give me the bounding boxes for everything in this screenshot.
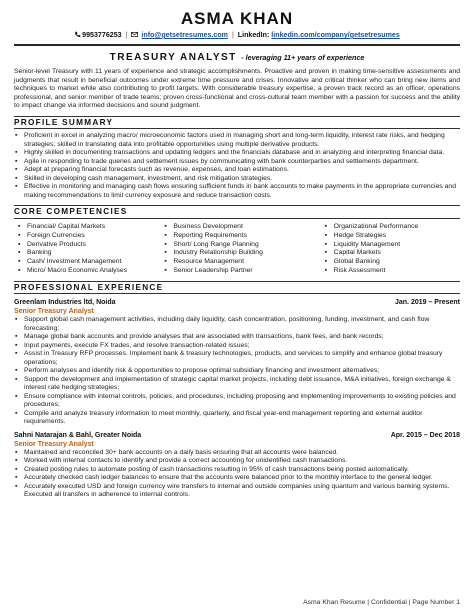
list-item: ▪ Accurately checked cash ledger balances to ensure that the accounts were balanced prior to the monthly interface to the general ledger. <box>14 474 460 483</box>
list-item: ▪ Banking <box>17 249 153 258</box>
list-item: ▪ Support global cash management activities, including daily liquidity, cash concentration, positioning, funding, investment, and cash flow forecasting; <box>14 316 460 333</box>
list-item: ▪ Agile in responding to trade queries and settlement issues by communicating with bank counterparties and settlements department. <box>14 158 460 167</box>
competencies-column-1 <box>14 223 153 276</box>
list-item: ▪ Risk Assessment <box>324 267 460 276</box>
list-item: ▪ Liquidity Management <box>324 241 460 250</box>
job-subtitle: - leveraging 11+ years of experience <box>241 53 365 62</box>
contact-line <box>14 30 460 40</box>
list-item: ▪ Resource Management <box>163 258 299 267</box>
linkedin-link[interactable]: linkedin.com/company/getsetresumes <box>271 31 400 39</box>
phone-icon <box>74 31 81 38</box>
job-title-row <box>14 50 460 63</box>
list-item: ▪ Organizational Performance <box>324 223 460 232</box>
header-divider <box>14 44 460 46</box>
list-item: ▪ Financial/ Capital Markets <box>17 223 153 232</box>
profile-summary-list <box>14 132 460 200</box>
list-item: ▪ Manage global bank accounts and provide analyses that are associated with transactions, bank fees, and bank records; <box>14 333 460 342</box>
list-item: ▪ Derivative Products <box>17 241 153 250</box>
list-item: ▪ Foreign Currencies <box>17 232 153 241</box>
list-item: ▪ Accurately executed USD and foreign currency wire transfers to internal and outside companies using quantum and various banking systems. Executed all transfers in adherence to internal controls. <box>14 483 460 500</box>
job-duties-list <box>14 449 460 500</box>
job-dates: Apr. 2015 – Dec 2018 <box>390 431 460 439</box>
list-item: ▪ Ensure compliance with internal controls, policies, and procedures, including proposing and implementing improvements to existing policies and procedures; <box>14 393 460 410</box>
contact-separator: | <box>231 31 234 39</box>
professional-experience-heading: PROFESSIONAL EXPERIENCE <box>14 281 460 295</box>
job-title: TREASURY ANALYST <box>109 52 237 63</box>
list-item: ▪ Short/ Long Range Planning <box>163 241 299 250</box>
contact-email-link[interactable]: info@getsetresumes.com <box>141 31 228 39</box>
page-footer: Asma Khan Resume | Confidential | Page Number 1 <box>303 599 460 606</box>
list-item: ▪ Global Banking <box>324 258 460 267</box>
list-item: ▪ Compile and analyze treasury information to meet monthly, quarterly, and fiscal year-end management reporting and external auditor requirements. <box>14 410 460 427</box>
company-name: Greenlam Industries ltd, Noida <box>14 299 116 307</box>
list-item: ▪ Effective in monitoring and managing cash flows ensuring sufficient funds in bank accounts to make payments in the appropriate currencies and making recommendations to limit currency exposure and reduce transaction costs. <box>14 183 460 200</box>
list-item: ▪ Skilled in developing cash management, investment, and risk mitigation strategies. <box>14 175 460 184</box>
list-item: ▪ Capital Markets <box>324 249 460 258</box>
list-item: ▪ Industry Relationship Building <box>163 249 299 258</box>
job-header <box>14 431 460 440</box>
list-item: ▪ Assist in Treasury RFP processes. Implement bank & treasury technologies, products, and services to simplify and enhance global treasury operations; <box>14 350 460 367</box>
list-item: ▪ Highly skilled in documenting transactions and updating ledgers and the financials database and in analyzing and interpreting financial data. <box>14 149 460 158</box>
list-item: ▪ Business Development <box>163 223 299 232</box>
summary-paragraph: Senior-level Treasury with 11 years of experience and strategic accomplishments. Proactive and proven in making time-sensitive assessments and judgments that result in beneficial outcomes under extreme time pressure and crises. Innovative and critical thinker who can bring new items and techniques to market while also contributing to profit targets. With considerable treasury expertise, a proven track record as an officer, operations professional, and senior member of trade teams; proven cross-functional and cross-cultural team member with a passion for success and the ability to impact change via informed decisions and sound judgment. <box>14 68 460 110</box>
list-item: ▪ Reporting Requirements <box>163 232 299 241</box>
list-item: ▪ Input payments, execute FX trades, and resolve transaction-related issues; <box>14 342 460 351</box>
linkedin-label: LinkedIn: <box>237 31 270 39</box>
list-item: ▪ Adept at preparing financial forecasts such as revenue, expenses, and loan estimations. <box>14 166 460 175</box>
job-dates: Jan. 2019 – Present <box>395 299 460 307</box>
candidate-name: ASMA KHAN <box>180 9 294 28</box>
job-role: Senior Treasury Analyst <box>14 308 94 316</box>
job-duties-list <box>14 316 460 427</box>
list-item: ▪ Senior Leadership Partner <box>163 267 299 276</box>
list-item: ▪ Perform analyses and identify risk & opportunities to propose optimal subsidiary financing and investment alternatives; <box>14 367 460 376</box>
list-item: ▪ Proficient in excel in analyzing macro/ microeconomic factors used in managing short and long-term liquidity, interest rate risks, and hedging strategies; skilled in translating data into profitable opportunities using multiple derivative products. <box>14 132 460 149</box>
contact-phone: 9953776253 <box>82 31 122 39</box>
competencies-grid <box>14 223 460 276</box>
company-name: Sahni Natarajan & Bahl, Greater Noida <box>14 431 142 439</box>
competencies-column-3 <box>300 223 460 276</box>
list-item: ▪ Micro/ Macro Economic Analyses <box>17 267 153 276</box>
list-item: ▪ Hedge Strategies <box>324 232 460 241</box>
competencies-column-2 <box>153 223 299 276</box>
list-item: ▪ Created posting rules to automate posting of cash transactions resulting in 95% of cash transactions being posted automatically. <box>14 466 460 475</box>
list-item: ▪ Maintained and reconciled 30+ bank accounts on a daily basis ensuring that all accounts were balanced. <box>14 449 460 458</box>
job-role: Senior Treasury Analyst <box>14 440 94 448</box>
list-item: ▪ Worked with internal contacts to identify and provide a correct accounting for unidentified cash transactions. <box>14 457 460 466</box>
profile-summary-heading: PROFILE SUMMARY <box>14 116 460 130</box>
email-icon <box>131 31 138 38</box>
job-header <box>14 298 460 307</box>
list-item: ▪ Cash/ Investment Management <box>17 258 153 267</box>
contact-separator: | <box>125 31 128 39</box>
list-item: ▪ Support the development and implementation of strategic capital market projects, including debt issuance, M&A initiatives, foreign exchange & interest rate hedging strategies; <box>14 376 460 393</box>
core-competencies-heading: CORE COMPETENCIES <box>14 205 460 219</box>
